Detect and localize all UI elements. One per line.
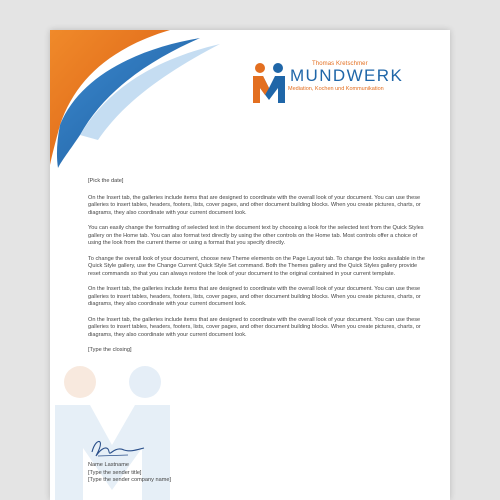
paragraph-5: On the Insert tab, the galleries include items that are designed to coordinate with the overall look of your document. You can use these galleries to insert tables, headers, footers, lists, cover pages, and other document building blocks. When you create pictures, charts, or diagrams, they also coordinate with your current document look. xyxy=(88,316,421,338)
sender-company[interactable]: [Type the sender company name] xyxy=(88,477,172,483)
sender-title[interactable]: [Type the sender title] xyxy=(88,469,142,476)
brand-logo xyxy=(252,60,432,110)
date-placeholder[interactable]: [Pick the date] xyxy=(88,178,124,184)
letter-body xyxy=(88,178,430,363)
sender-name[interactable]: Name Lastname xyxy=(88,462,130,468)
paragraph-2: You can easily change the formatting of selected text in the document text by choosing a look for the selected text from the Quick Styles gallery on the Home tab. You can also format text directly by using the other controls on the Home tab. Most controls offer a choice of using the look from the current theme or using a format that you specify directly. xyxy=(88,225,424,246)
logo-tagline: Mediation, Kochen und Kommunikation xyxy=(288,86,384,92)
closing-placeholder[interactable]: [Type the closing] xyxy=(88,347,132,353)
logo-mark-icon xyxy=(252,62,286,104)
paragraph-3: To change the overall look of your document, choose new Theme elements on the Page Layout tab. To change the looks available in the Quick Style gallery, use the Change Current Quick Style Set command. Both the Themes gallery and the Quick Styles gallery provide reset commands so that you can always restore the look of your document to the original contained in your current template. xyxy=(88,255,425,277)
paragraph-4: On the Insert tab, the galleries include items that are designed to coordinate with the overall look of your document. You can use these galleries to insert tables, headers, footers, lists, cover pages, and other document building blocks. When you create pictures, charts, or diagrams, they also coordinate with your current document look. xyxy=(88,286,421,307)
signature-graphic xyxy=(88,436,148,460)
paragraph-1: On the Insert tab, the galleries include items that are designed to coordinate with the overall look of your document. You can use these galleries to insert tables, headers, footers, lists, cover pages, and other document building blocks. When you create pictures, charts, or diagrams, they also coordinate with your current document look. xyxy=(88,194,421,216)
logo-person-name: Thomas Kretschmer xyxy=(312,61,368,67)
sender-block xyxy=(88,462,171,485)
letterhead-page xyxy=(50,30,450,500)
logo-brand-name: MUNDWERK xyxy=(290,66,404,85)
